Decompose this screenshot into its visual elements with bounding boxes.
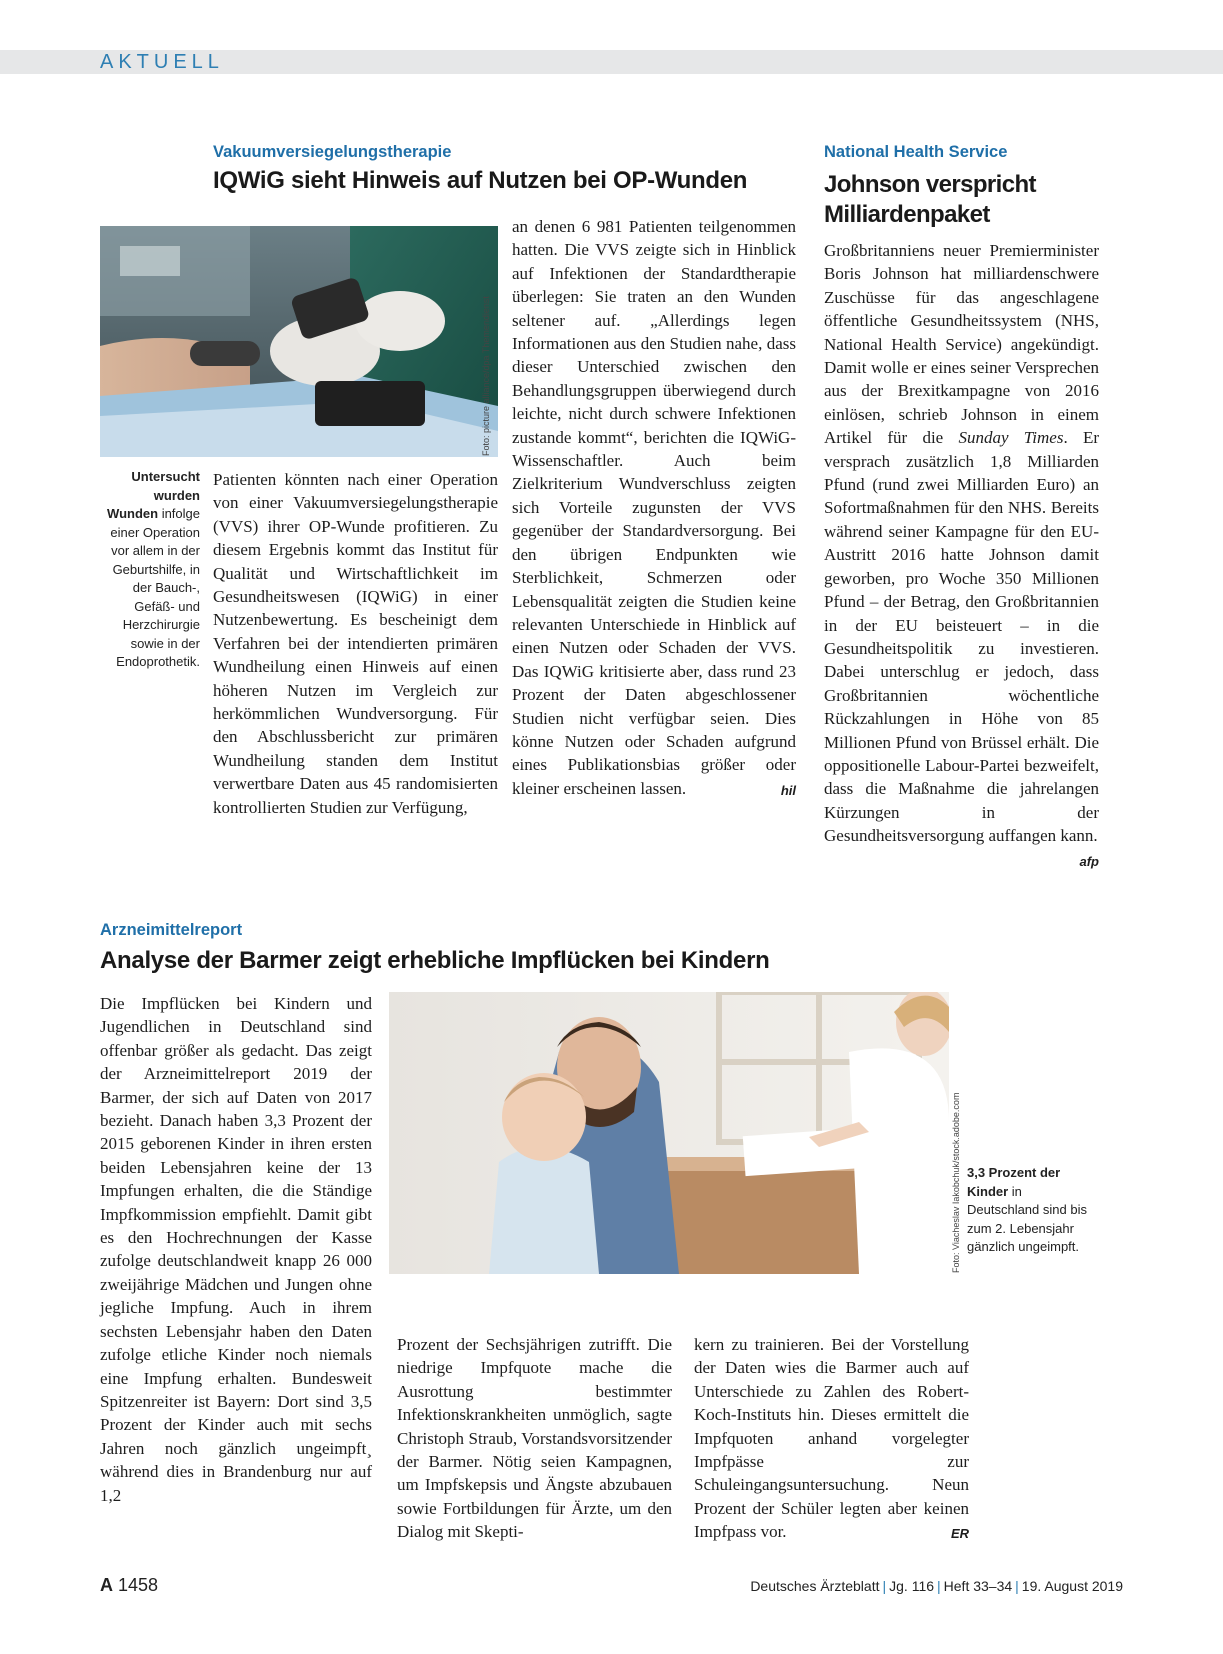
article2-headline: Johnson verspricht Milliardenpaket [824, 171, 1036, 228]
article1-kicker: Vakuumversiegelungstherapie [213, 143, 452, 161]
article3-body-col3 [694, 1333, 969, 1546]
page-number [100, 1575, 158, 1596]
article3-photo-vaccination [389, 992, 949, 1274]
article3-caption [967, 1164, 1087, 1257]
article1-author-sign: hil [780, 782, 796, 798]
article2-body-italic: Sunday Times [958, 428, 1064, 448]
journal-issue: Heft 33–34 [943, 1578, 1013, 1594]
article1-body-col2-text: an denen 6 981 Patienten teilgenommen hatten. Die VVS zeigte sich in Hinblick auf Infektionen der Standardtherapie überlegen: Sie traten an den Wunden seltener auf. „Allerdings legen Informationen aus den Studien nahe, dass dieser Unterschied zwischen den Behandlungsgruppen überwiegend durch leichte, nicht durch schwere Infektionen zustande kommt“, berichten die IQWiG-Wissenschaftler. Auch beim Zielkriterium Wundverschluss zeigten sich Vorteile zugunsten der VVS gegenüber der Standardversorgung. Bei den übrigen Endpunkten wie Sterblichkeit, Schmerzen oder Lebensqualität zeigten die Studien keine relevanten Unterschiede in Hinblick auf einen Nutzen oder Schaden der VVS. Das IQWiG kritisierte aber, dass rund 23 Prozent der Daten abgeschlossener Studien nicht verfügbar seien. Dies könne Nutzen oder Schaden aufgrund eines Publikationsbias größer oder kleiner erscheinen lassen. [512, 217, 796, 798]
article1-caption-text: infolge einer Operation vor allem in der Geburtshilfe, in der Bauch-, Gefäß- und Herzchirurgie sowie in der Endoprothetik. [110, 506, 200, 669]
article2-author-sign: afp [1079, 853, 1099, 869]
article3-body-col3-text: kern zu trainieren. Bei der Vorstellung der Daten wies die Barmer auch auf Unterschiede zu Zahlen des Robert-Koch-Instituts hin. Dieses ermittelt die Impfquoten anhand vorgelegter Impfpässe zur Schuleingangsuntersuchung. Neun Prozent der Schüler legten aber keinen Impfpass vor. [694, 1335, 969, 1542]
article3-kicker: Arzneimittelreport [100, 921, 243, 939]
page-letter: A [100, 1575, 113, 1595]
article2-body [824, 239, 1099, 873]
journal-date: 19. August 2019 [1021, 1578, 1123, 1594]
article2-body-part2: . Er versprach zusätzlich 1,8 Milliarden Pfund (rund zwei Milliarden Euro) an Sofortmaßnahmen für den NHS. Bereits während seiner Kampagne für den EU-Austritt 2016 hatte Johnson damit geworben, pro Woche 350 Millionen Pfund – der Betrag, den Großbritannien in der EU beisteuert – in die Gesundheitspolitik zu investieren. Dabei unterschlug er jedoch, dass Großbritannien wöchentliche Rückzahlungen in Höhe von 85 Millionen Pfund von Brüssel erhält. Die oppositionelle Labour-Partei bezweifelt, dass die Maßnahme die jahrelangen Kürzungen in der Gesundheitsversorgung auffangen kann. [824, 428, 1099, 846]
article1-caption-bold: Untersucht wurden Wunden [107, 469, 200, 521]
article2-kicker: National Health Service [824, 143, 1008, 161]
article1-body-col1: Patienten könnten nach einer Operation von einer Vakuumversiegelungstherapie (VVS) ihrer OP-Wunde profitieren. Zu diesem Ergebnis kommt das Institut für Qualität und Wirtschaftlichkeit im Gesundheitswesen (IQWiG) in einer Nutzenbewertung. Es bescheinigt dem Verfahren bei der intendierten primären Wundheilung einen Hinweis auf einen höheren Nutzen im Vergleich zur herkömmlichen Wundversorgung. Für den Abschlussbericht zur primären Wundheilung standen dem Institut verwertbare Daten aus 45 randomisierten kontrollierten Studien zur Verfügung, [213, 470, 498, 817]
article3-caption-bold: 3,3 Prozent der Kinder [967, 1165, 1061, 1199]
article3-photo-credit: Foto: Viacheslav Iakobchuk/stock.adobe.com [951, 1092, 961, 1273]
page-number-value: 1458 [118, 1575, 159, 1595]
section-label: AKTUELL [100, 51, 224, 73]
journal-footer: Deutsches Ärzteblatt | Jg. 116 | Heft 33–34 | 19. August 2019 [750, 1578, 1123, 1594]
article2-body-part1: Großbritanniens neuer Premierminister Boris Johnson hat milliardenschwere Zuschüsse für das angeschlagene öffentliche Gesundheitssystem (NHS, National Health Service) angekündigt. Damit wolle er eines seiner Versprechen aus der Brexitkampagne von 2016 einlösen, schrieb Johnson in einem Artikel für die [824, 241, 1099, 448]
article3-caption-text: in Deutschland sind bis zum 2. Lebensjahr gänzlich ungeimpft. [967, 1183, 1087, 1254]
surgery-photo-illustration [100, 226, 498, 457]
article1-photo-surgery [100, 226, 498, 457]
article1-headline: IQWiG sieht Hinweis auf Nutzen bei OP-Wunden [213, 167, 748, 194]
article1-photo-credit: Foto: picture alliance/dpa Themendienst [481, 296, 491, 456]
journal-name: Deutsches Ärzteblatt [750, 1578, 880, 1594]
article3-author-sign: ER [950, 1526, 969, 1542]
article3-body-col2: Prozent der Sechsjährigen zutrifft. Die niedrige Impfquote mache die Ausrottung bestimmter Infektionskrankheiten unmöglich, sagte Christoph Straub, Vorstandsvorsitzender der Barmer. Nötig seien Kampagnen, um Impfskepsis und Ängste abzubauen sowie Fortbildungen für Ärzte, um den Dialog mit Skepti- [397, 1335, 672, 1542]
article1-body-col2 [512, 215, 796, 802]
article3-body-col1: Die Impflücken bei Kindern und Jugendlichen in Deutschland sind offenbar größer als gedacht. Das zeigt der Arzneimittelreport 2019 der Barmer, der sich auf Daten von 2017 bezieht. Danach haben 3,3 Prozent der 2015 geborenen Kinder in ihren ersten beiden Lebensjahren keine der 13 Impfungen erhalten, die die Ständige Impfkommission empfiehlt. Damit gibt es den Hochrechnungen der Kasse zufolge deutschlandweit knapp 26 000 zweijährige Mädchen und Jungen ohne jegliche Impfung. Auch in ihrem sechsten Lebensjahr haben den Daten zufolge etliche Kinder noch niemals eine Impfung erhalten. Bundesweit Spitzenreiter ist Bayern: Dort sind 3,5 Prozent der Kinder auch mit sechs Jahren noch gänzlich ungeimpft¸ während dies in Brandenburg nur auf 1,2 [100, 994, 372, 1505]
journal-volume: Jg. 116 [889, 1578, 935, 1594]
article1-caption [100, 468, 200, 672]
article3-headline: Analyse der Barmer zeigt erhebliche Impflücken bei Kindern [100, 947, 770, 974]
pediatric-visit-photo-illustration [389, 992, 949, 1274]
